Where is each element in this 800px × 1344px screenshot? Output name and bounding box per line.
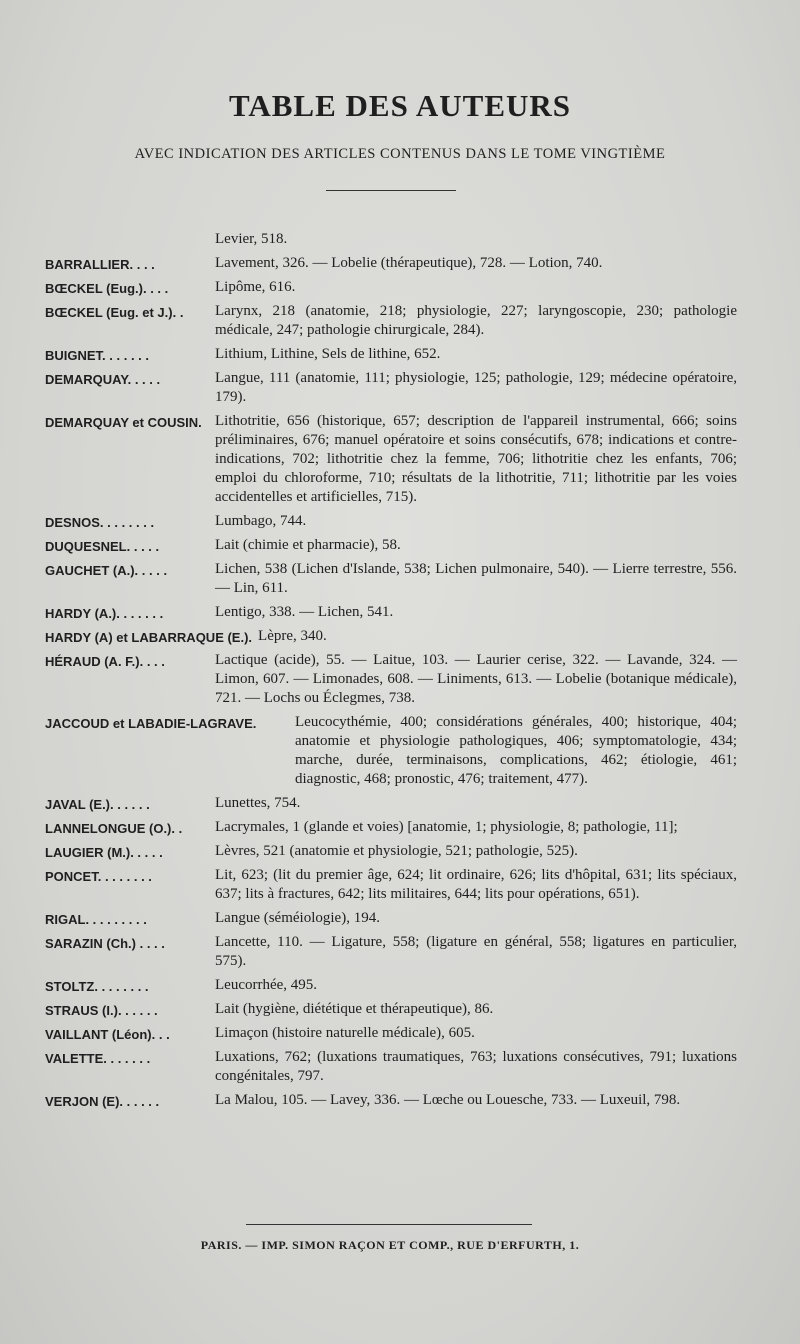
index-entry xyxy=(0,601,800,625)
entry-author: HARDY (A.). . . . . . . xyxy=(45,606,164,621)
index-entry xyxy=(0,1046,800,1089)
index-entry xyxy=(0,998,800,1022)
entry-articles: Lithium, Lithine, Sels de lithine, 652. xyxy=(215,346,441,362)
index-entry xyxy=(0,300,800,343)
entry-author: BŒCKEL (Eug.). . . . xyxy=(45,281,169,296)
entry-articles: Luxations, 762; (luxations traumatiques, 763; luxations consécutives, 791; luxations congénitales, 797. xyxy=(215,1049,737,1084)
entry-articles: Langue, 111 (anatomie, 111; physiologie, 125; pathologie, 129; médecine opératoire, 179). xyxy=(215,370,737,405)
index-entry xyxy=(0,228,800,252)
entry-articles: Leucocythémie, 400; considérations générales, 400; historique, 404; anatomie et physiologie pathologiques, 406; symptomatologie, 434; marche, durée, terminaisons, complications, 462; étiologie, 461; diagnostic, 468; pronostic, 476; traitement, 477). xyxy=(295,714,737,787)
entry-author: VALETTE. . . . . . . xyxy=(45,1051,151,1066)
entry-articles: Lèpre, 340. xyxy=(258,628,327,644)
index-entry xyxy=(0,907,800,931)
entry-author: PONCET. . . . . . . . xyxy=(45,869,152,884)
entry-author: LANNELONGUE (O.). . xyxy=(45,821,183,836)
entry-articles: Lit, 623; (lit du premier âge, 624; lit ordinaire, 626; lits d'hôpital, 631; lits spéciaux, 637; lits à fractures, 642; lits militaires, 644; lits pour opérations, 651). xyxy=(215,867,737,902)
entry-articles: Larynx, 218 (anatomie, 218; physiologie, 227; laryngoscopie, 230; pathologie médicale, 247; pathologie chirurgicale, 284). xyxy=(215,303,737,338)
entry-author: DEMARQUAY. . . . . xyxy=(45,372,161,387)
entry-author: DEMARQUAY et COUSIN. xyxy=(45,415,202,430)
entry-articles: Lentigo, 338. — Lichen, 541. xyxy=(215,604,394,620)
entry-articles: Levier, 518. xyxy=(215,231,288,247)
index-entry xyxy=(0,1089,800,1113)
index-entry xyxy=(0,931,800,974)
entry-author: BARRALLIER. . . . xyxy=(45,257,155,272)
printer-imprint: PARIS. — IMP. SIMON RAÇON ET COMP., RUE D'ERFURTH, 1. xyxy=(200,1238,580,1252)
index-entry xyxy=(0,1022,800,1046)
entry-articles: Lipôme, 616. xyxy=(215,279,296,295)
entry-articles: Lichen, 538 (Lichen d'Islande, 538; Lichen pulmonaire, 540). — Lierre terrestre, 556. — Lin, 611. xyxy=(215,561,737,596)
entry-author: LAUGIER (M.). . . . . xyxy=(45,845,163,860)
index-entry xyxy=(0,367,800,410)
entry-articles: Lait (hygiène, diététique et thérapeutique), 86. xyxy=(215,1001,494,1017)
entry-author: RIGAL. . . . . . . . . xyxy=(45,912,147,927)
index-entry xyxy=(0,343,800,367)
index-entry xyxy=(0,558,800,601)
index-entry xyxy=(0,649,800,711)
entry-articles: Lithotritie, 656 (historique, 657; description de l'appareil instrumental, 666; soins préliminaires, 676; manuel opératoire et soins consécutifs, 678; indications et contre-indications, 702; lithotritie chez la femme, 706; lithotritie chez les enfants, 706; emploi du chloroforme, 710; résultats de la lithotritie, 711; lithotritie par les voies accidentelles et artificielles, 715). xyxy=(215,413,737,505)
entry-author: DESNOS. . . . . . . . xyxy=(45,515,155,530)
entry-author xyxy=(0,228,215,231)
entry-articles: Lacrymales, 1 (glande et voies) [anatomie, 1; physiologie, 8; pathologie, 11]; xyxy=(215,819,678,835)
entry-author: JAVAL (E.). . . . . . xyxy=(45,797,150,812)
entry-author: SARAZIN (Ch.) . . . . xyxy=(45,936,165,951)
footer-rule xyxy=(246,1224,532,1225)
index-entry xyxy=(0,276,800,300)
index-entry xyxy=(0,625,800,649)
entry-author: DUQUESNEL. . . . . xyxy=(45,539,160,554)
entry-articles: Lèvres, 521 (anatomie et physiologie, 521; pathologie, 525). xyxy=(215,843,578,859)
entry-articles: Langue (séméiologie), 194. xyxy=(215,910,380,926)
entry-author: BUIGNET. . . . . . . xyxy=(45,348,150,363)
entry-articles: Lumbago, 744. xyxy=(215,513,307,529)
entry-articles: Lavement, 326. — Lobelie (thérapeutique), 728. — Lotion, 740. xyxy=(215,255,603,271)
entry-author: VERJON (E). . . . . . xyxy=(45,1094,160,1109)
entry-articles: Limaçon (histoire naturelle médicale), 605. xyxy=(215,1025,475,1041)
entry-author: BŒCKEL (Eug. et J.). . xyxy=(45,305,184,320)
index-entry xyxy=(0,974,800,998)
entry-author: HARDY (A) et LABARRAQUE (E.). xyxy=(45,630,253,645)
page-title: TABLE DES AUTEURS xyxy=(228,88,572,123)
index-entry xyxy=(0,840,800,864)
author-index xyxy=(0,228,800,1113)
entry-author: STOLTZ. . . . . . . . xyxy=(45,979,149,994)
entry-articles: La Malou, 105. — Lavey, 336. — Lœche ou Louesche, 733. — Luxeuil, 798. xyxy=(215,1092,681,1108)
entry-articles: Lait (chimie et pharmacie), 58. xyxy=(215,537,401,553)
entry-author: STRAUS (I.). . . . . . xyxy=(45,1003,158,1018)
entry-articles: Lancette, 110. — Ligature, 558; (ligature en général, 558; ligatures en particulier, 575). xyxy=(215,934,737,969)
index-entry xyxy=(0,534,800,558)
page-subtitle: AVEC INDICATION DES ARTICLES CONTENUS DANS LE TOME VINGTIÈME xyxy=(134,146,666,162)
entry-author: JACCOUD et LABADIE-LAGRAVE. xyxy=(45,716,257,731)
index-entry xyxy=(0,410,800,510)
index-entry xyxy=(0,510,800,534)
index-entry xyxy=(0,864,800,907)
index-entry xyxy=(0,711,800,792)
entry-author: GAUCHET (A.). . . . . xyxy=(45,563,168,578)
index-entry xyxy=(0,816,800,840)
entry-articles: Leucorrhée, 495. xyxy=(215,977,318,993)
entry-articles: Lunettes, 754. xyxy=(215,795,301,811)
entry-author: HÉRAUD (A. F.). . . . xyxy=(45,654,165,669)
entry-author: VAILLANT (Léon). . . xyxy=(45,1027,170,1042)
index-entry xyxy=(0,252,800,276)
title-rule xyxy=(326,190,456,191)
index-entry xyxy=(0,792,800,816)
entry-articles: Lactique (acide), 55. — Laitue, 103. — Laurier cerise, 322. — Lavande, 324. — Limon, 607. — Limonades, 608. — Liniments, 613. — Lobelie (botanique médicale), 721. — Lochs ou Éclegmes, 738. xyxy=(215,652,737,706)
